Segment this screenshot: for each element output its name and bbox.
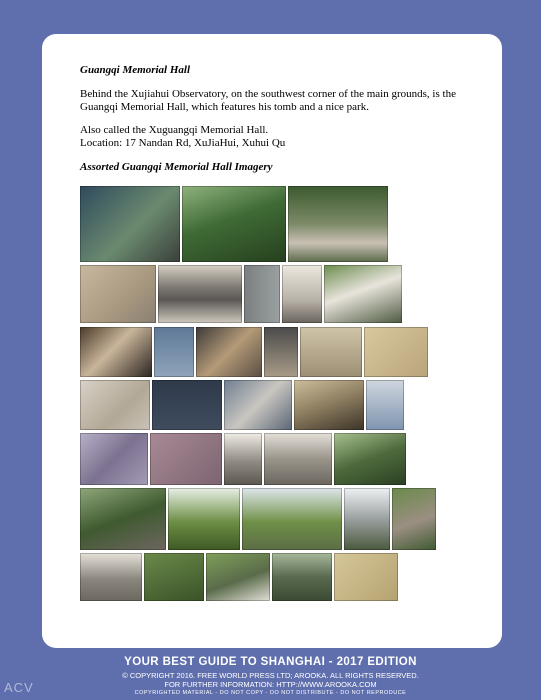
photo <box>294 380 364 430</box>
footer-title: YOUR BEST GUIDE TO SHANGHAI - 2017 EDITION <box>124 656 417 668</box>
watermark: ACV <box>4 680 34 695</box>
photo <box>282 265 322 323</box>
photo <box>144 553 204 601</box>
photo <box>224 380 292 430</box>
photo <box>364 327 428 377</box>
alias-line: Also called the Xuguangqi Memorial Hall. <box>80 124 269 136</box>
photo <box>344 488 390 550</box>
page-title: Guangqi Memorial Hall <box>80 64 191 76</box>
photo <box>206 553 270 601</box>
photo <box>80 488 166 550</box>
photo <box>80 380 150 430</box>
photo <box>334 553 398 601</box>
photo <box>152 380 222 430</box>
photo <box>80 265 156 323</box>
photo <box>158 265 242 323</box>
gallery-heading: Assorted Guangqi Memorial Hall Imagery <box>80 161 273 173</box>
photo <box>80 327 152 377</box>
photo <box>154 327 194 377</box>
photo <box>272 553 332 601</box>
photo <box>150 433 222 485</box>
photo <box>80 553 142 601</box>
photo <box>288 186 388 262</box>
photo <box>264 433 332 485</box>
photo <box>196 327 262 377</box>
photo <box>80 186 180 262</box>
description-paragraph: Behind the Xujiahui Observatory, on the southwest corner of the main grounds, is the Guangqi Memorial Hall, which features his tomb and a nice park. <box>80 88 456 113</box>
photo <box>392 488 436 550</box>
location-line: Location: 17 Nandan Rd, XuJiaHui, Xuhui Qu <box>80 137 286 149</box>
photo <box>324 265 402 323</box>
footer-notice: COPYRIGHTED MATERIAL - DO NOT COPY - DO NOT DISTRIBUTE - DO NOT REPRODUCE <box>134 690 407 696</box>
footer-copyright: © COPYRIGHT 2016. FREE WORLD PRESS LTD; AROOKA. ALL RIGHTS RESERVED. <box>122 671 419 680</box>
photo <box>244 265 280 323</box>
photo <box>242 488 342 550</box>
photo <box>224 433 262 485</box>
photo <box>264 327 298 377</box>
photo <box>300 327 362 377</box>
photo <box>334 433 406 485</box>
photo <box>168 488 240 550</box>
photo <box>366 380 404 430</box>
photo <box>182 186 286 262</box>
photo <box>80 433 148 485</box>
footer-info-link[interactable]: FOR FURTHER INFORMATION: HTTP://WWW.AROOKA.COM <box>164 680 377 689</box>
